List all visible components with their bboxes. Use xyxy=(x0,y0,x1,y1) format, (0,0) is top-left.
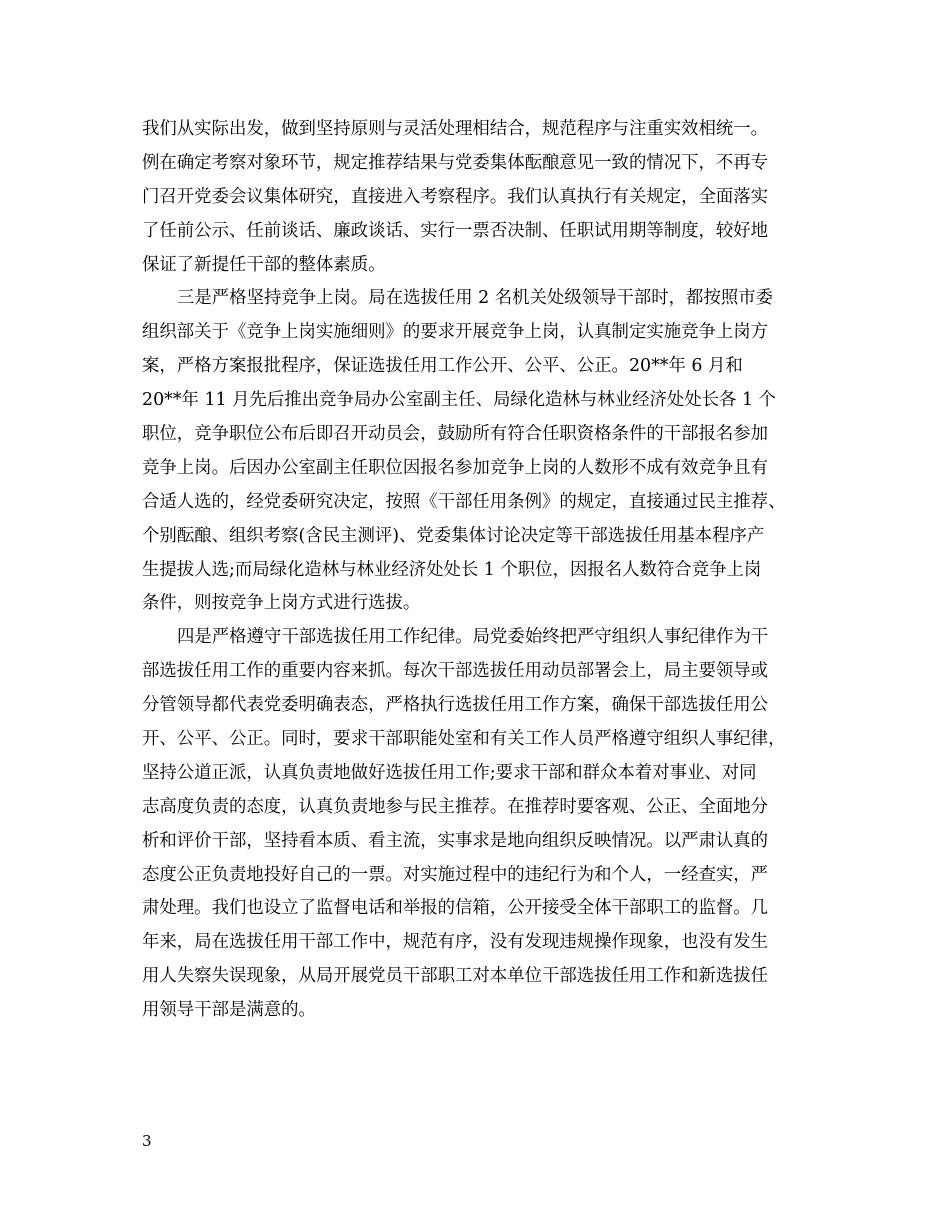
text-line: 生提拔人选;而局绿化造林与林业经济处处长 1 个职位，因报名人数符合竞争上岗 xyxy=(142,559,762,580)
text-line: 门召开党委会议集体研究，直接进入考察程序。我们认真执行有关规定，全面落实 xyxy=(142,186,769,207)
body-text xyxy=(142,113,810,1028)
text-line: 我们从实际出发，做到坚持原则与灵活处理相结合，规范程序与注重实效相统一。 xyxy=(142,119,769,139)
paragraph-first-line: 三是严格坚持竞争上岗。局在选拔任用 2 名机关处级领导干部时，都按照市委 xyxy=(177,288,774,309)
text-line: 态度公正负责地投好自己的一票。对实施过程中的违纪行为和个人，一经查实，严 xyxy=(142,864,769,885)
paragraph-first-line: 四是严格遵守干部选拔任用工作纪律。局党委始终把严守组织人事纪律作为干 xyxy=(177,627,769,648)
text-line: 用人失察失误现象，从局开展党员干部职工对本单位干部选拔任用工作和新选拔任 xyxy=(142,966,769,987)
text-line: 肃处理。我们也设立了监督电话和举报的信箱，公开接受全体干部职工的监督。几 xyxy=(142,898,769,919)
text-line: 分管领导都代表党委明确表态，严格执行选拔任用工作方案，确保干部选拔任用公 xyxy=(142,695,769,716)
text-line: 个别酝酿、组织考察(含民主测评)、党委集体讨论决定等干部选拔任用基本程序产 xyxy=(142,525,765,546)
text-line: 用领导干部是满意的。 xyxy=(142,1000,316,1021)
text-line: 例在确定考察对象环节，规定推荐结果与党委集体酝酿意见一致的情况下，不再专 xyxy=(142,152,769,173)
text-line: 竞争上岗。后因办公室副主任职位因报名参加竞争上岗的人数形不成有效竞争且有 xyxy=(142,457,769,478)
text-line: 坚持公道正派，认真负责地做好选拔任用工作;要求干部和群众本着对事业、对同 xyxy=(142,762,757,783)
text-line: 20**年 11 月先后推出竞争局办公室副主任、局绿化造林与林业经济处处长各 1 个 xyxy=(142,390,776,411)
text-line: 开、公平、公正。同时，要求干部职能处室和有关工作人员严格遵守组织人事纪律， xyxy=(142,729,786,750)
text-line: 组织部关于《竞争上岗实施细则》的要求开展竞争上岗，认真制定实施竞争上岗方 xyxy=(142,322,769,343)
text-line: 案，严格方案报批程序，保证选拔任用工作公开、公平、公正。20**年 6 月和 xyxy=(142,356,743,377)
text-line: 保证了新提任干部的整体素质。 xyxy=(142,254,386,275)
text-line: 年来，局在选拔任用干部工作中，规范有序，没有发现违规操作现象，也没有发生 xyxy=(142,932,769,953)
text-line: 职位，竞争职位公布后即召开动员会，鼓励所有符合任职资格条件的干部报名参加 xyxy=(142,424,769,445)
text-line: 条件，则按竞争上岗方式进行选拔。 xyxy=(142,593,421,614)
text-line: 志高度负责的态度，认真负责地参与民主推荐。在推荐时要客观、公正、全面地分 xyxy=(142,796,769,817)
text-line: 部选拔任用工作的重要内容来抓。每次干部选拔任用动员部署会上，局主要领导或 xyxy=(142,661,769,682)
text-line: 析和评价干部，坚持看本质、看主流，实事求是地向组织反映情况。以严肃认真的 xyxy=(142,830,769,851)
text-line: 合适人选的，经党委研究决定，按照《干部任用条例》的规定，直接通过民主推荐、 xyxy=(142,491,786,512)
text-line: 了任前公示、任前谈话、廉政谈话、实行一票否决制、任职试用期等制度，较好地 xyxy=(142,220,769,241)
page-number: 3 xyxy=(142,1132,152,1150)
